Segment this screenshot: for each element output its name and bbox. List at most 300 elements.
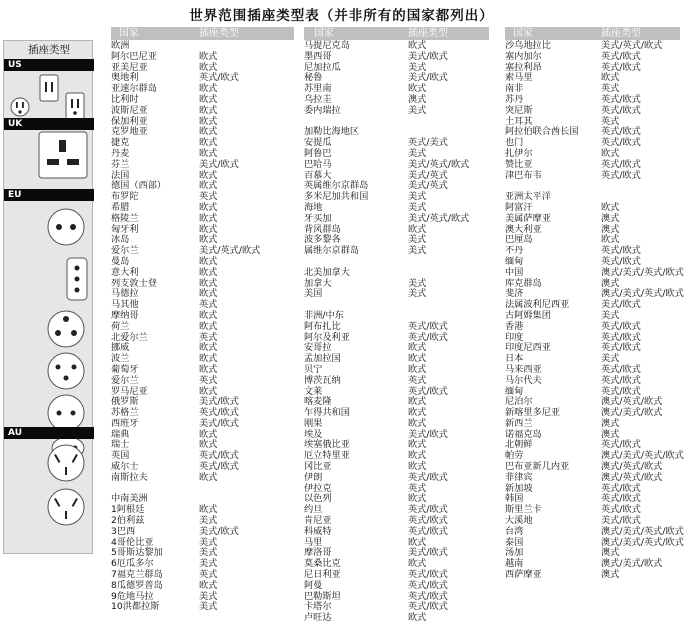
plug-type-cell: 欧式 [199,147,218,159]
country-cell: 多米尼加共和国 [304,191,369,203]
region-name: 中南美洲 [111,493,148,505]
plug-type-cell: 英式/欧式 [601,385,641,397]
column-header [111,27,294,40]
country-cell: 巴哈马 [304,158,332,170]
plug-type-cell: 澳式/英式/欧式 [601,471,663,483]
plug-type-cell: 英式/欧式 [601,255,641,267]
country-cell: 肯尼亚 [304,515,332,527]
plug-type-cell: 英式/美式 [408,137,448,149]
plug-type-cell: 美式/欧式 [408,547,448,559]
country-cell: 波斯尼亚 [111,104,148,116]
country-cell: 扎伊尔 [505,147,533,159]
plug-type-cell: 欧式 [199,61,218,73]
plug-type-cell: 欧式 [199,363,218,375]
country-cell: 4哥伦比亚 [111,536,154,548]
plug-type-cell: 美式 [199,547,218,559]
country-cell: 巴勒斯坦 [304,590,341,602]
table-row [111,602,294,613]
country-cell: 挪威 [111,342,130,354]
country-cell: 帕劳 [505,450,524,462]
country-cell: 塞内加尔 [505,50,542,62]
plug-type-cell: 欧式 [199,50,218,62]
plug-type-cell: 欧式 [199,288,218,300]
column-rows [111,41,294,613]
plug-type-cell: 英式/欧式 [408,385,448,397]
plug-type-cell: 英式/欧式 [601,126,641,138]
table-row [505,235,680,246]
plug-type-cell: 英式/欧式 [408,601,448,613]
country-cell: 南非 [505,83,524,95]
plug-type-cell [408,268,489,279]
country-cell: 希腊 [111,201,130,213]
plug-type-cell: 英式/欧式 [601,245,641,257]
country-cell: 古阿姆集团 [505,309,551,321]
column-rows [505,40,684,581]
country-cell: 波多黎各 [304,234,341,246]
plug-type-cell: 美式 [408,191,427,203]
plug-type-cell: 欧式 [199,255,218,267]
table-row [304,376,489,387]
country-cell: 墨西哥 [304,50,332,62]
table-row [505,484,680,495]
plug-type-cell: 英式/欧式 [601,374,641,386]
region-bar-uk: UK [4,118,94,130]
table-row [304,322,489,333]
country-cell: 捷克 [111,137,130,149]
country-cell: 尼加拉瓜 [304,61,341,73]
country-cell: 韩国 [505,493,524,505]
plug-type-cell: 欧式 [199,115,218,127]
table-row [505,376,680,387]
country-cell: 1阿根廷 [111,504,145,516]
country-cell: 布罗陀 [111,191,139,203]
country-cell: 土耳其 [505,115,533,127]
country-cell: 美国 [304,288,323,300]
plug-type-cell: 英式/欧式 [408,590,448,602]
table-row [111,268,294,279]
country-cell: 赞比亚 [505,158,533,170]
plug-type-cell: 英式/欧式 [408,569,448,581]
table-row [304,462,489,473]
plug-type-cell: 欧式 [199,180,218,192]
plug-type-cell: 澳式/英式/欧式 [601,396,663,408]
plug-type-cell: 英式/欧式 [199,72,239,84]
plug-type-cell: 欧式 [408,83,427,95]
country-cell: 津巴布韦 [505,169,542,181]
plug-type-cell: 美式/欧式 [199,417,239,429]
country-cell: 突尼斯 [505,104,533,116]
country-cell: 意大利 [111,266,139,278]
country-cell: 新加坡 [505,482,533,494]
country-cell: 法国 [111,169,130,181]
country-cell: 奥地利 [111,72,139,84]
plug-type-cell: 英式 [199,331,218,343]
region-name: 非洲/中东 [304,309,344,321]
plug-type-cell: 美式/欧式 [601,515,641,527]
plug-type-cell: 欧式 [199,93,218,105]
eu-socket-schuko-icon [46,207,86,247]
table-row [304,613,489,624]
country-cell: 沙乌地拉比 [505,40,551,51]
table-row [505,311,680,322]
plug-type-cell: 欧式 [199,201,218,213]
country-cell: 牙买加 [304,212,332,224]
plug-type-cell: 英式/欧式 [601,482,641,494]
plug-type-cell: 英式/欧式 [601,169,641,181]
plug-type-cell: 美式 [199,536,218,548]
plug-type-cell [408,300,489,311]
country-cell: 克罗地亚 [111,126,148,138]
plug-type-cell: 澳式 [408,93,427,105]
plug-type-cell: 美式 [408,147,427,159]
country-cell: 瑞士 [111,439,130,451]
table-row [304,246,489,257]
column-header [505,27,680,40]
plug-type-cell: 欧式 [199,579,218,591]
country-cell: 马其他 [111,299,139,311]
plug-type-cell: 澳式/美式/欧式 [601,558,663,570]
country-cell: 摩纳哥 [111,309,139,321]
table-row [304,494,489,505]
country-cell: 台湾 [505,525,524,537]
plug-type-cell: 英式/欧式 [601,93,641,105]
plug-type-cell: 美式 [601,309,620,321]
au-socket-icon-2 [46,487,86,527]
country-cell: 马德拉 [111,288,139,300]
country-cell: 阿尔及利亚 [304,331,350,343]
table-row [505,214,680,225]
country-cell: 博茨瓦纳 [304,374,341,386]
table-row [304,279,489,290]
plug-type-cell: 欧式 [199,104,218,116]
plug-type-cell: 欧式 [408,417,427,429]
country-cell: 伊拉克 [304,482,332,494]
plug-type-cell: 澳式 [601,212,620,224]
country-cell: 塞拉利昂 [505,61,542,73]
plug-type-cell: 英式/欧式 [408,320,448,332]
country-cell: 越南 [505,558,524,570]
plug-type-cell: 英式 [199,569,218,581]
region-name: 亚洲太平洋 [505,191,551,203]
plug-type-cell: 美式 [199,558,218,570]
plug-type-cell: 美式/欧式 [199,158,239,170]
country-cell: 列支敦士登 [111,277,157,289]
country-cell: 厄立特里亚 [304,450,350,462]
plug-type-cell: 英式 [408,374,427,386]
country-cell: 2伯利兹 [111,515,145,527]
country-cell: 阿富汗 [505,201,533,213]
plug-type-cell: 英式/欧式 [408,525,448,537]
country-cell: 英属维尔京群岛 [304,180,369,192]
plug-type-cell: 欧式 [408,536,427,548]
header-country: 国家 [119,28,139,39]
country-cell: 印度 [505,331,524,343]
table-row [111,214,294,225]
eu-socket-italian-icon [46,351,86,391]
table-row [505,52,680,63]
plug-type-cell: 英式/欧式 [601,342,641,354]
plug-type-cell: 美式 [408,104,427,116]
table-row [505,160,680,171]
country-cell: 尼日利亚 [304,569,341,581]
country-cell: 香港 [505,320,524,332]
country-cell: 安哥拉 [304,342,332,354]
country-cell: 爱尔兰 [111,374,139,386]
plug-type-cell: 美式 [601,353,620,365]
plug-type-cell: 欧式 [408,363,427,375]
table-row [111,322,294,333]
country-cell: 新喀里多尼亚 [505,407,561,419]
page-title: 世界范围插座类型表（并非所有的国家都列出） [189,8,494,24]
country-cell: 约旦 [304,504,323,516]
header-country: 国家 [513,28,533,39]
plug-type-cell: 欧式 [199,353,218,365]
table-row [304,52,489,63]
country-cell: 斯里兰卡 [505,504,542,516]
country-cell: 中国 [505,266,524,278]
plug-type-cell: 英式 [199,374,218,386]
country-cell: 马里 [304,536,323,548]
plug-type-cell: 英式/欧式 [601,331,641,343]
plug-type-cell: 欧式 [199,320,218,332]
plug-type-cell: 英式/欧式 [199,461,239,473]
plug-type-cell: 英式/欧式 [408,471,448,483]
country-cell: 秘鲁 [304,72,323,84]
plug-type-cell: 澳式 [601,547,620,559]
plug-type-cell: 英式/欧式 [408,504,448,516]
plug-type-cell: 欧式 [199,266,218,278]
country-cell: 日本 [505,353,524,365]
plug-type-cell: 欧式 [408,461,427,473]
region-name: 欧洲 [111,40,130,51]
table-row [505,106,680,117]
plug-type-cell: 澳式/美式/英式/欧式 [601,450,684,462]
plug-type-cell: 澳式 [601,428,620,440]
plug-type-cell: 欧式 [408,342,427,354]
plug-type-cell: 英式/欧式 [408,331,448,343]
country-cell: 不丹 [505,245,524,257]
country-cell: 马来西亚 [505,363,542,375]
plug-type-cell: 欧式 [408,612,427,624]
country-cell: 马尔代夫 [505,374,542,386]
country-cell: 伊朗 [304,471,323,483]
table-row [304,214,489,225]
table-row [304,289,489,300]
plug-type-cell: 澳式/美式/英式/欧式 [601,288,684,300]
plug-type-cell: 美式/英式 [408,169,448,181]
country-cell: 埃及 [304,428,323,440]
country-cell: 瑞典 [111,428,130,440]
country-cell: 菲律宾 [505,471,533,483]
country-cell: 阿曼 [304,579,323,591]
table-row [304,354,489,365]
country-cell: 孟加拉国 [304,353,341,365]
plug-type-cell: 欧式 [408,223,427,235]
eu-socket-french-icon [46,309,86,349]
table-row [505,127,680,138]
plug-type-cell: 美式/欧式 [408,428,448,440]
country-cell: 冰岛 [111,234,130,246]
plug-type-cell: 欧式 [408,40,427,51]
header-type: 插座类型 [199,28,239,39]
region-heading-row [304,268,489,279]
country-cell: 澳大利亚 [505,223,542,235]
plug-type-cell: 澳式/美式/英式/欧式 [601,266,684,278]
plug-type-cell: 英式/欧式 [199,450,239,462]
country-cell: 格陵兰 [111,212,139,224]
country-cell: 9危地马拉 [111,590,154,602]
plug-type-cell: 澳式 [601,277,620,289]
country-cell: 英国 [111,450,130,462]
plug-type-cell: 美式/英式/欧式 [199,245,261,257]
plug-type-cell: 美式/欧式 [199,396,239,408]
table-row [111,376,294,387]
plug-type-cell: 英式/欧式 [408,515,448,527]
plug-type-cell [601,181,680,192]
country-cell: 西萨摩亚 [505,569,542,581]
country-cell: 苏丹 [505,93,524,105]
plug-type-cell: 欧式 [199,385,218,397]
plug-type-cell: 美式/英式/欧式 [601,40,663,51]
country-cell: 法属波利尼西亚 [505,299,570,311]
plug-type-cell: 澳式 [601,417,620,429]
country-cell: 泰国 [505,536,524,548]
eu-socket-swiss-icon [66,257,88,301]
country-cell: 丹麦 [111,147,130,159]
plug-type-cell: 英式 [601,115,620,127]
country-cell: 乍得共和国 [304,407,350,419]
country-cell: 刚果 [304,417,323,429]
country-cell: 波兰 [111,353,130,365]
plug-type-cell: 美式 [199,590,218,602]
country-cell: 南斯拉夫 [111,471,148,483]
table-row [505,84,680,95]
region-bar-us: US [4,59,94,71]
country-cell: 北爱尔兰 [111,331,148,343]
country-cell: 爱尔兰 [111,245,139,257]
table-row [111,160,294,171]
plug-type-cell: 英式 [199,191,218,203]
plug-type-cell: 欧式 [408,450,427,462]
plug-type-cell: 美式 [408,288,427,300]
country-cell: 8瓜德罗普岛 [111,579,163,591]
plug-type-cell: 美式 [408,277,427,289]
country-cell: 罗马尼亚 [111,385,148,397]
country-cell: 荷兰 [111,320,130,332]
country-cell: 阿鲁巴 [304,147,332,159]
column-header [304,27,489,40]
plug-type-cell: 美式/英式 [408,180,448,192]
country-cell: 也门 [505,137,524,149]
country-cell: 俄罗斯 [111,396,139,408]
plug-type-cell: 英式 [408,482,427,494]
country-cell: 苏里南 [304,83,332,95]
header-type: 插座类型 [408,28,448,39]
plug-type-cell: 英式/欧式 [408,579,448,591]
plug-type-panel [3,40,93,554]
country-cell: 美属萨摩亚 [505,212,551,224]
country-cell: 6厄瓜多尔 [111,558,154,570]
plug-type-cell: 英式/欧式 [601,493,641,505]
country-cell: 背风群岛 [304,223,341,235]
country-cell: 斐济 [505,288,524,300]
table-row [505,73,680,84]
plug-type-cell: 美式/英式/欧式 [408,212,470,224]
country-cell: 巴厘岛 [505,234,533,246]
country-cell: 委内瑞拉 [304,104,341,116]
plug-type-cell: 美式 [408,245,427,257]
plug-type-cell: 欧式 [199,83,218,95]
plug-type-cell: 美式/欧式 [408,50,448,62]
plug-type-cell: 美式/欧式 [199,525,239,537]
country-cell: 埃塞俄比亚 [304,439,350,451]
country-cell: 新西兰 [505,417,533,429]
plug-type-cell: 英式/欧式 [601,504,641,516]
plug-type-cell: 欧式 [199,223,218,235]
plug-type-cell [408,257,489,268]
plug-type-cell: 欧式 [601,72,620,84]
plug-type-cell: 欧式 [199,309,218,321]
country-cell: 阿布扎比 [304,320,341,332]
table-row [304,192,489,203]
header-type: 插座类型 [601,28,641,39]
plug-type-cell: 欧式 [199,277,218,289]
country-cell: 阿拉伯联合酋长国 [505,126,579,138]
uk-socket-icon [38,131,90,181]
region-name: 加勒比海地区 [304,126,360,138]
country-cell: 芬兰 [111,158,130,170]
region-name: 北美加拿大 [304,266,350,278]
plug-type-cell: 美式 [408,201,427,213]
country-cell: 乌拉圭 [304,93,332,105]
country-cell: 文莱 [304,385,323,397]
plug-type-cell: 欧式 [408,407,427,419]
table-row [505,322,680,333]
panel-title: 插座类型 [28,44,70,56]
country-cell: 缅甸 [505,255,524,267]
plug-type-cell [199,484,294,495]
au-socket-icon-1 [46,443,86,483]
plug-type-cell: 英式/欧式 [601,363,641,375]
plug-type-cell: 英式/欧式 [601,320,641,332]
country-cell: 卡塔尔 [304,601,332,613]
plug-type-cell: 英式/欧式 [601,158,641,170]
country-cell: 海地 [304,201,323,213]
country-cell: 卢旺达 [304,612,332,624]
country-cell: 葡萄牙 [111,363,139,375]
plug-type-cell: 欧式 [199,212,218,224]
country-cell: 冈比亚 [304,461,332,473]
plug-type-cell: 英式/欧式 [601,61,641,73]
plug-type-cell [408,117,489,128]
plug-type-cell: 欧式 [199,504,218,516]
country-cell: 莫桑比克 [304,558,341,570]
plug-type-cell: 英式 [199,299,218,311]
plug-type-cell: 欧式 [408,493,427,505]
plug-type-cell: 澳式/英式/欧式 [601,461,663,473]
country-cell: 缅甸 [505,385,524,397]
country-cell: 加拿大 [304,277,332,289]
plug-type-cell: 美式 [408,61,427,73]
plug-type-cell: 欧式 [601,201,620,213]
plug-type-cell: 美式 [408,234,427,246]
plug-type-cell: 美式/欧式 [601,299,641,311]
country-cell: 比利时 [111,93,139,105]
table-row [111,473,294,484]
country-cell: 曼岛 [111,255,130,267]
country-cell: 匈牙利 [111,223,139,235]
plug-type-cell: 欧式 [601,147,620,159]
